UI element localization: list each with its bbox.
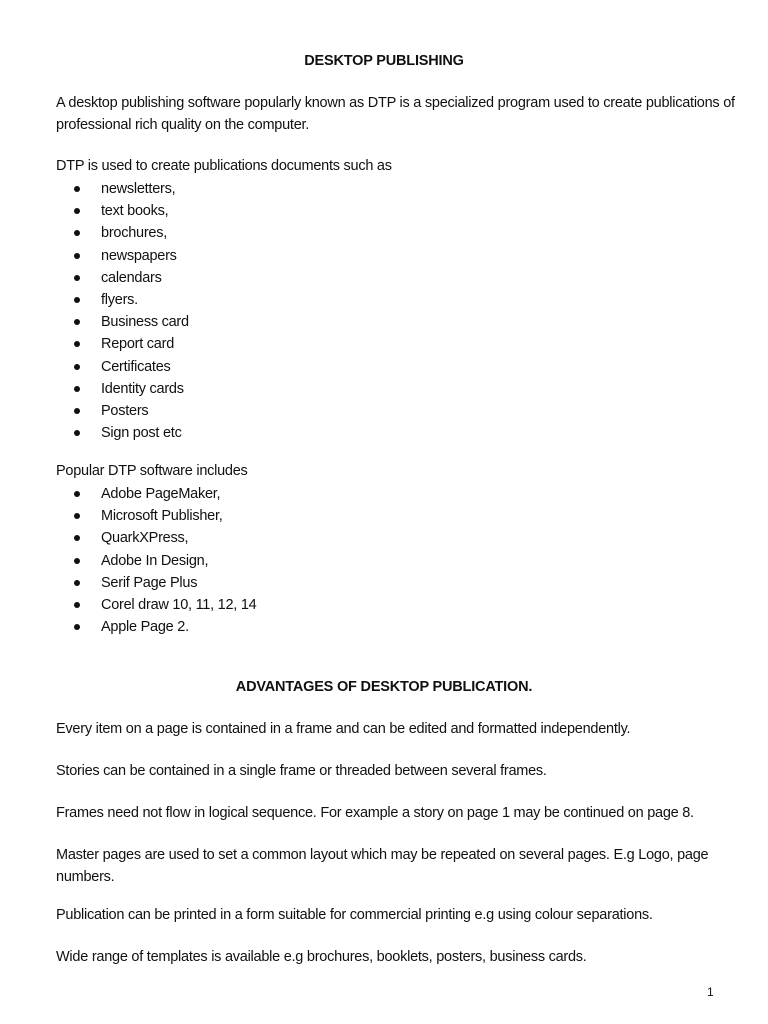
- bullet-icon: [74, 513, 80, 519]
- bullet-icon: [74, 297, 80, 303]
- bullet-icon: [74, 624, 80, 630]
- list-item: brochures,: [56, 222, 189, 244]
- bullet-icon: [74, 602, 80, 608]
- software-list: [56, 483, 257, 638]
- advantage-paragraph: Publication can be printed in a form suitable for commercial printing e.g using colour separations.: [56, 907, 653, 923]
- advantage-paragraph: Wide range of templates is available e.g brochures, booklets, posters, business cards.: [56, 949, 587, 965]
- list-item: QuarkXPress,: [56, 527, 257, 549]
- list-item: Report card: [56, 333, 189, 355]
- list-item: Posters: [56, 400, 189, 422]
- advantage-paragraph: Stories can be contained in a single frame or threaded between several frames.: [56, 763, 547, 779]
- bullet-icon: [74, 341, 80, 347]
- advantage-paragraph: Frames need not flow in logical sequence. For example a story on page 1 may be continued on page 8.: [56, 805, 694, 821]
- list-item: calendars: [56, 267, 189, 289]
- list-item: Adobe In Design,: [56, 550, 257, 572]
- page-number: 1: [707, 985, 714, 999]
- advantage-paragraph: Master pages are used to set a common layout which may be repeated on several pages. E.g Logo, page numbers.: [56, 847, 709, 885]
- bullet-icon: [74, 186, 80, 192]
- list-item: Adobe PageMaker,: [56, 483, 257, 505]
- list-item: Certificates: [56, 356, 189, 378]
- bullet-icon: [74, 580, 80, 586]
- bullet-icon: [74, 208, 80, 214]
- bullet-icon: [74, 275, 80, 281]
- list-item: Microsoft Publisher,: [56, 505, 257, 527]
- uses-list: [56, 178, 189, 444]
- bullet-icon: [74, 386, 80, 392]
- bullet-icon: [74, 364, 80, 370]
- list-item: Identity cards: [56, 378, 189, 400]
- bullet-icon: [74, 253, 80, 259]
- list-item: flyers.: [56, 289, 189, 311]
- list-item: newsletters,: [56, 178, 189, 200]
- bullet-icon: [74, 430, 80, 436]
- list-item: Apple Page 2.: [56, 616, 257, 638]
- list-item: Sign post etc: [56, 422, 189, 444]
- advantage-paragraph: Every item on a page is contained in a frame and can be edited and formatted independently.: [56, 721, 631, 737]
- uses-heading: DTP is used to create publications documents such as: [56, 158, 392, 174]
- advantages-title: ADVANTAGES OF DESKTOP PUBLICATION.: [235, 679, 533, 695]
- list-item: newspapers: [56, 245, 189, 267]
- bullet-icon: [74, 319, 80, 325]
- list-item: Serif Page Plus: [56, 572, 257, 594]
- bullet-icon: [74, 558, 80, 564]
- list-item: text books,: [56, 200, 189, 222]
- bullet-icon: [74, 408, 80, 414]
- list-item: Business card: [56, 311, 189, 333]
- bullet-icon: [74, 491, 80, 497]
- software-heading: Popular DTP software includes: [56, 463, 248, 479]
- bullet-icon: [74, 230, 80, 236]
- list-item: Corel draw 10, 11, 12, 14: [56, 594, 257, 616]
- bullet-icon: [74, 535, 80, 541]
- intro-paragraph: A desktop publishing software popularly known as DTP is a specialized program used to create publications of professional rich quality on the computer.: [56, 95, 735, 133]
- document-title: DESKTOP PUBLISHING: [304, 53, 464, 69]
